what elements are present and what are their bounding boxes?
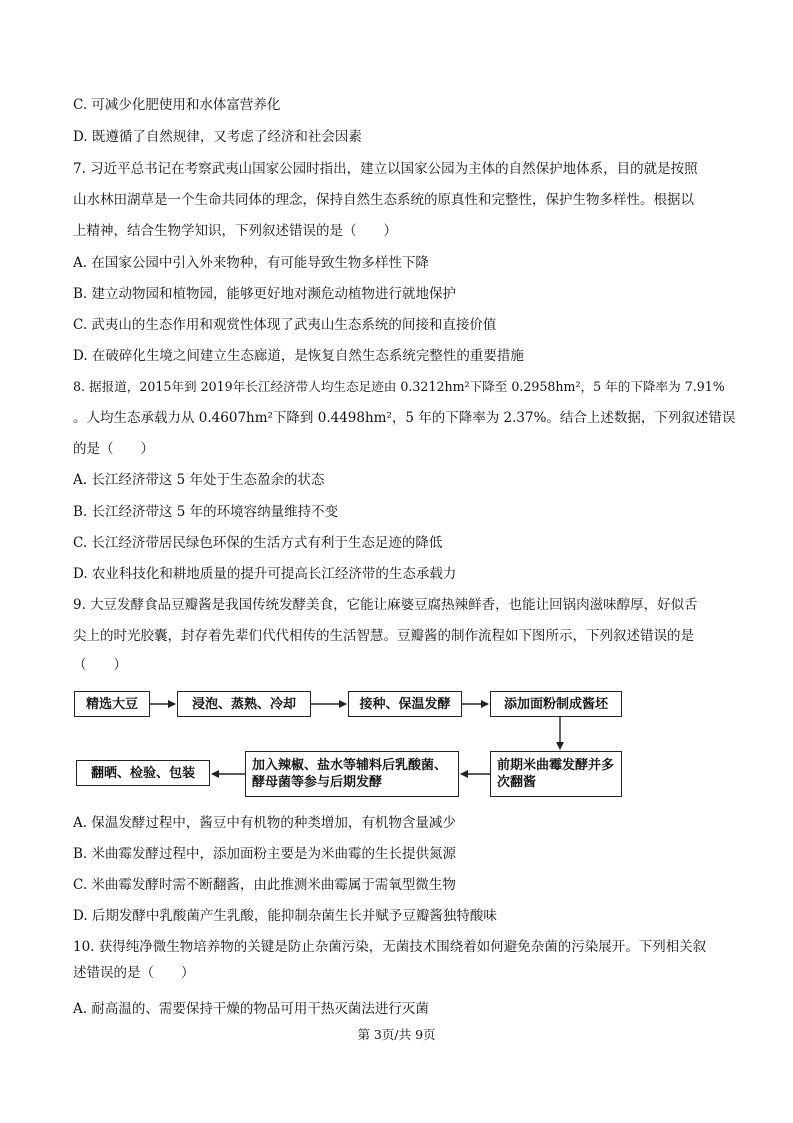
question-9-line-1: 9. 大豆发酵食品豆瓣酱是我国传统发酵美食，它能让麻婆豆腐热辣鲜香，也能让回锅肉滋味醇厚，好似舌: [73, 597, 698, 613]
flow-step-soak-steam-cool: 浸泡、蒸熟、冷却: [177, 691, 311, 717]
question-8-option-c: C. 长江经济带居民绿色环保的生活方式有利于生态足迹的降低: [73, 535, 443, 551]
question-7-option-b: B. 建立动物园和植物园，能够更好地对濒危动植物进行就地保护: [73, 286, 457, 302]
question-7-option-a: A. 在国家公园中引入外来物种，有可能导致生物多样性下降: [73, 255, 429, 271]
question-9-option-b: B. 米曲霉发酵过程中，添加面粉主要是为米曲霉的生长提供氮源: [73, 846, 457, 862]
question-7-line-2: 山水林田湖草是一个生命共同体的理念，保持自然生态系统的原真性和完整性，保护生物多样性。根据以: [73, 192, 694, 208]
flow-step-select-soybeans: 精选大豆: [74, 691, 150, 717]
question-8-option-d: D. 农业科技化和耕地质量的提升可提高长江经济带的生态承载力: [73, 566, 457, 582]
question-7-option-c: C. 武夷山的生态作用和观赏性体现了武夷山生态系统的间接和直接价值: [73, 317, 497, 333]
question-8-line-2: 。人均生态承载力从 0.4607hm²下降到 0.4498hm²，5 年的下降率为 2.37%。结合上述数据，下列叙述错误: [73, 410, 736, 426]
question-9-line-3: （ ）: [73, 657, 127, 673]
question-8-option-a: A. 长江经济带这 5 年处于生态盈余的状态: [73, 472, 325, 488]
option-c-line: C. 可减少化肥使用和水体富营养化: [73, 97, 281, 113]
flow-step-dry-inspect-pack: 翻晒、检验、包装: [76, 760, 210, 786]
flow-step-inoculate-ferment: 接种、保温发酵: [348, 691, 462, 717]
question-10-line-1: 10. 获得纯净微生物培养物的关键是防止杂菌污染，无菌技术围绕着如何避免杂菌的污染展开。下列相关叙: [73, 939, 707, 955]
question-10-line-2: 述错误的是（ ）: [73, 965, 195, 981]
question-8-line-1: 8. 据报道，2015年到 2019年长江经济带人均生态足迹由 0.3212hm²下降至 0.2958hm²，5 年的下降率为 7.91%: [73, 379, 725, 394]
page-footer: 第 3页/共 9页: [357, 1027, 436, 1042]
question-8-line-3: 的是（ ）: [73, 441, 154, 457]
question-9-option-c: C. 米曲霉发酵时需不断翻酱，由此推测米曲霉属于需氧型微生物: [73, 877, 456, 893]
question-7-option-d: D. 在破碎化生境之间建立生态廊道，是恢复自然生态系统完整性的重要措施: [73, 348, 524, 364]
flow-step-add-flour: 添加面粉制成酱坯: [490, 691, 622, 717]
question-9-line-2: 尖上的时光胶囊，封存着先辈们代代相传的生活智慧。豆瓣酱的制作流程如下图所示，下列叙述错误的是: [73, 628, 694, 644]
question-7-line-1: 7. 习近平总书记在考察武夷山国家公园时指出，建立以国家公园为主体的自然保护地体系，目的就是按照: [73, 161, 698, 177]
option-d-line: D. 既遵循了自然规律，又考虑了经济和社会因素: [73, 129, 362, 145]
question-8-option-b: B. 长江经济带这 5 年的环境容纳量维持不变: [73, 504, 339, 520]
question-7-line-3: 上精神，结合生物学知识，下列叙述错误的是（ ）: [73, 223, 397, 239]
flow-step-early-fermentation: 前期米曲霉发酵并多次翻酱: [490, 751, 622, 797]
flow-step-late-fermentation: 加入辣椒、盐水等辅料后乳酸菌、酵母菌等参与后期发酵: [245, 751, 459, 797]
question-9-option-a: A. 保温发酵过程中，酱豆中有机物的种类增加，有机物含量减少: [73, 815, 456, 831]
question-9-option-d: D. 后期发酵中乳酸菌产生乳酸，能抑制杂菌生长并赋予豆瓣酱独特酸味: [73, 908, 497, 924]
question-10-option-a: A. 耐高温的、需要保持干燥的物品可用干热灭菌法进行灭菌: [73, 1001, 429, 1017]
